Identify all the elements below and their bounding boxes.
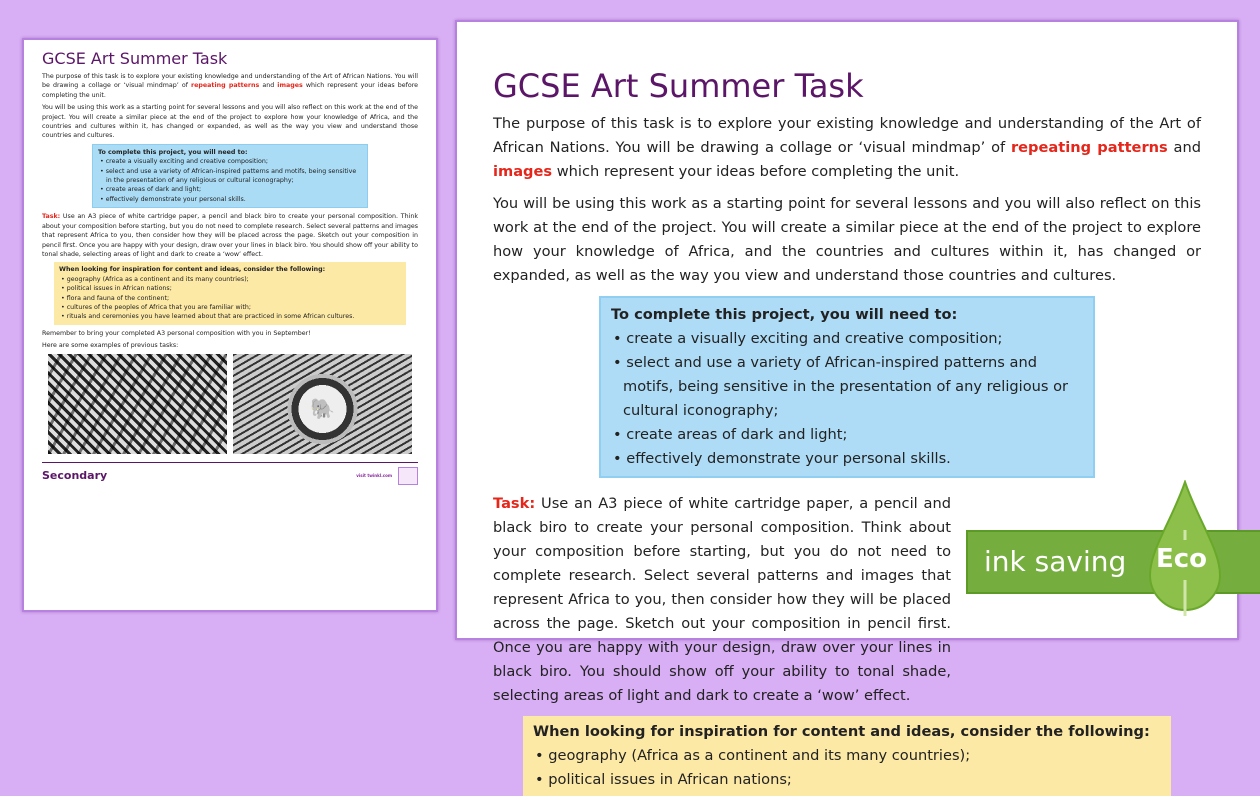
- inspiration-box: [54, 262, 406, 324]
- text: and: [259, 82, 278, 90]
- list-item: • effectively demonstrate your personal skills.: [611, 447, 1083, 471]
- list-item: • political issues in African nations;: [59, 284, 401, 293]
- box-heading: To complete this project, you will need to:: [611, 306, 958, 323]
- task-label: Task:: [42, 213, 61, 221]
- highlight: repeating patterns: [1010, 139, 1168, 156]
- list-item: • select and use a variety of African-inspired patterns and motifs, being sensitive in the presentation of any religious or cultural iconography;: [611, 351, 1083, 423]
- footer: [42, 462, 418, 485]
- list-item: • create areas of dark and light;: [98, 185, 362, 194]
- footer-level: Secondary: [42, 468, 108, 482]
- list-item: • select and use a variety of African-inspired patterns and motifs, being sensitive in the presentation of any religious or cultural iconography;: [98, 167, 362, 186]
- page-thumbnail: [22, 38, 438, 612]
- text: The purpose of this task is to explore your existing knowledge and understanding of the Art of African Nations. You will be drawing a collage or ‘visual mindmap’ of: [42, 73, 418, 90]
- list-item: • flora and fauna of the continent;: [59, 294, 401, 303]
- twinkl-logo: [398, 467, 418, 485]
- text: Use an A3 piece of white cartridge paper, a pencil and black biro to create your personal composition. Think about your composition before starting, but you do not need to complete research. Select several patterns and images that represent Africa to you, then consider how they will be placed across the page. Sketch out your composition in pencil first. Once you are happy with your design, draw over your lines in black biro. You should show off your ability to tonal shade, selecting areas of light and dark to create a ‘wow’ effect.: [42, 213, 418, 258]
- task-paragraph: [42, 212, 418, 259]
- example-artwork-image: [48, 354, 227, 454]
- example-artwork-image: [233, 354, 412, 454]
- badge-label: ink saving: [984, 545, 1127, 578]
- text: Use an A3 piece of white cartridge paper, a pencil and black biro to create your personal composition. Think about your composition before starting, but you do not need to complete research. Select several patterns and images that represent Africa to you, then consider how they will be placed across the page. Sketch out your composition in pencil first. Once you are happy with your design, draw over your lines in black biro. You should show off your ability to tonal shade, selecting areas of light and dark to create a ‘wow’ effect.: [493, 495, 951, 704]
- requirements-box: [599, 296, 1095, 478]
- paragraph: You will be using this work as a starting point for several lessons and you will also reflect on this work at the end of the project. You will create a similar piece at the end of the project to explore how your knowledge of Africa, and the countries and cultures within it, has changed or expanded, as well as the way you view and understand those countries and cultures.: [42, 104, 418, 140]
- task-label: Task:: [493, 495, 536, 512]
- examples-caption: Here are some examples of previous tasks:: [42, 342, 179, 350]
- box-heading: To complete this project, you will need to:: [98, 148, 248, 156]
- eco-leaf-icon: [1148, 480, 1222, 618]
- inspiration-box: [523, 716, 1171, 796]
- box-heading: When looking for inspiration for content and ideas, consider the following:: [533, 723, 1150, 740]
- page-title: GCSE Art Summer Task: [42, 49, 228, 68]
- list-item: • create areas of dark and light;: [611, 423, 1083, 447]
- paragraph: You will be using this work as a starting point for several lessons and you will also reflect on this work at the end of the project. You will create a similar piece at the end of the project to explore how your knowledge of Africa, and the countries and cultures within it, has changed or expanded, as well as the way you view and understand those countries and cultures.: [493, 195, 1201, 284]
- text: which represent your ideas before completing the unit.: [42, 82, 419, 99]
- text: The purpose of this task is to explore your existing knowledge and understanding of the Art of African Nations. You will be drawing a collage or ‘visual mindmap’ of: [493, 115, 1201, 156]
- box-heading: When looking for inspiration for content and ideas, consider the following:: [59, 266, 326, 274]
- list-item: • geography (Africa as a continent and its many countries);: [533, 744, 1161, 768]
- list-item: • effectively demonstrate your personal skills.: [98, 195, 362, 204]
- list-item: • rituals and ceremonies you have learned about that are practiced in some African cultures.: [59, 312, 401, 321]
- list-item: • political issues in African nations;: [533, 768, 1161, 792]
- page-title: GCSE Art Summer Task: [493, 67, 864, 105]
- requirements-box: [92, 144, 368, 208]
- footer-link[interactable]: visit twinkl.com: [356, 472, 392, 478]
- intro-paragraph: [493, 112, 1201, 184]
- list-item: • create a visually exciting and creative composition;: [98, 157, 362, 166]
- list-item: • create a visually exciting and creative composition;: [611, 327, 1083, 351]
- highlight: repeating patterns: [191, 82, 260, 90]
- highlight: images: [277, 82, 303, 90]
- reminder: Remember to bring your completed A3 personal composition with you in September!: [42, 329, 311, 337]
- intro-paragraph: [42, 72, 418, 100]
- list-item: • geography (Africa as a continent and its many countries);: [59, 275, 401, 284]
- text: and: [1167, 139, 1201, 156]
- eco-label: Eco: [1156, 544, 1208, 574]
- text: which represent your ideas before completing the unit.: [552, 163, 960, 180]
- highlight: images: [493, 163, 553, 180]
- elephant-icon: 🐘: [310, 395, 335, 420]
- list-item: • cultures of the peoples of Africa that you are familiar with;: [59, 303, 401, 312]
